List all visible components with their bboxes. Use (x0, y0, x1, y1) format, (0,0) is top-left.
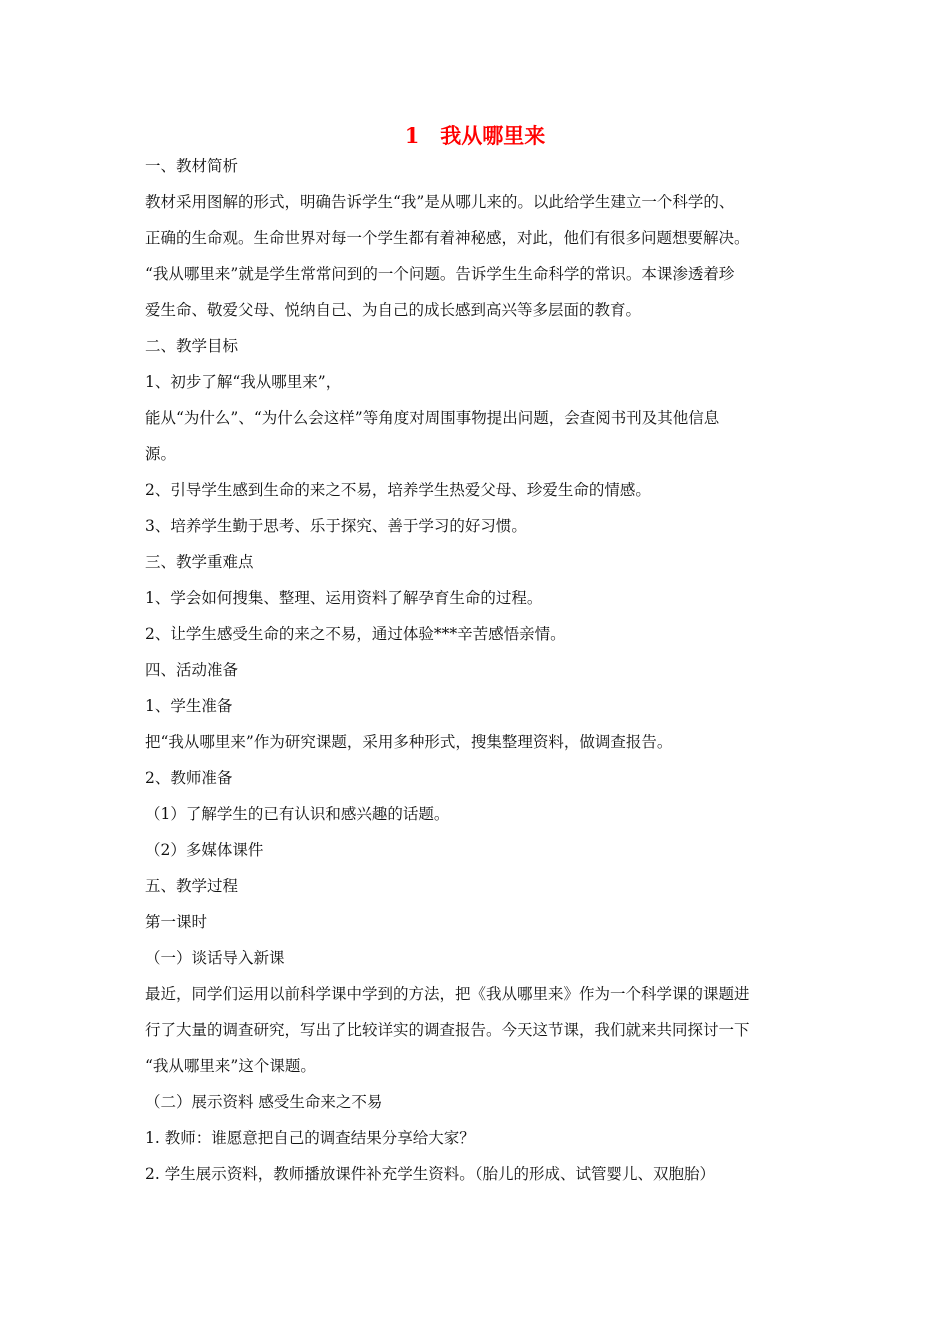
paragraph-line: 最近，同学们运用以前科学课中学到的方法，把《我从哪里来》作为一个科学课的课题进 (145, 985, 750, 1003)
subsection-heading: 第一课时 (145, 913, 208, 931)
list-item: 1、初步了解“我从哪里来”， (145, 373, 342, 391)
list-item: 1、学会如何搜集、整理、运用资料了解孕育生命的过程。 (145, 589, 543, 607)
list-item: 3、培养学生勤于思考、乐于探究、善于学习的好习惯。 (145, 517, 527, 535)
paragraph-line: 教材采用图解的形式，明确告诉学生“我”是从哪儿来的。以此给学生建立一个科学的、 (145, 193, 735, 211)
list-item: 1. 教师：谁愿意把自己的调查结果分享给大家？ (145, 1129, 475, 1147)
section-heading: 三、教学重难点 (145, 553, 254, 571)
section-heading: 一、教材简析 (145, 157, 239, 175)
paragraph-line: 行了大量的调查研究，写出了比较详实的调查报告。今天这节课，我们就来共同探讨一下 (145, 1021, 750, 1039)
list-item: （2）多媒体课件 (145, 841, 264, 859)
paragraph-line: “我从哪里来”这个课题。 (145, 1057, 316, 1075)
paragraph-line: 源。 (145, 445, 177, 463)
paragraph-line: 把“我从哪里来”作为研究课题，采用多种形式，搜集整理资料，做调查报告。 (145, 733, 673, 751)
paragraph-line: “我从哪里来”就是学生常常问到的一个问题。告诉学生生命科学的常识。本课渗透着珍 (145, 265, 735, 283)
section-heading: 二、教学目标 (145, 337, 239, 355)
section-heading: 五、教学过程 (145, 877, 239, 895)
list-item: 2、让学生感受生命的来之不易，通过体验***辛苦感悟亲情。 (145, 625, 566, 643)
paragraph-line: 能从“为什么”、“为什么会这样”等角度对周围事物提出问题，会查阅书刊及其他信息 (145, 409, 720, 427)
paragraph-line: 正确的生命观。生命世界对每一个学生都有着神秘感，对此，他们有很多问题想要解决。 (145, 229, 750, 247)
subsection-heading: （一）谈话导入新课 (145, 949, 285, 967)
list-item: 2、教师准备 (145, 769, 233, 787)
list-item: 2. 学生展示资料，教师播放课件补充学生资料。（胎儿的形成、试管婴儿、双胞胎） (145, 1165, 715, 1183)
paragraph-line: 爱生命、敬爱父母、悦纳自己、为自己的成长感到高兴等多层面的教育。 (145, 301, 642, 319)
subsection-heading: （二）展示资料 感受生命来之不易 (145, 1093, 383, 1111)
list-item: （1）了解学生的已有认识和感兴趣的话题。 (145, 805, 450, 823)
list-item: 2、引导学生感到生命的来之不易，培养学生热爱父母、珍爱生命的情感。 (145, 481, 651, 499)
document-body (145, 148, 810, 1192)
list-item: 1、学生准备 (145, 697, 233, 715)
section-heading: 四、活动准备 (145, 661, 239, 679)
document-title: 1 我从哪里来 (404, 123, 546, 148)
